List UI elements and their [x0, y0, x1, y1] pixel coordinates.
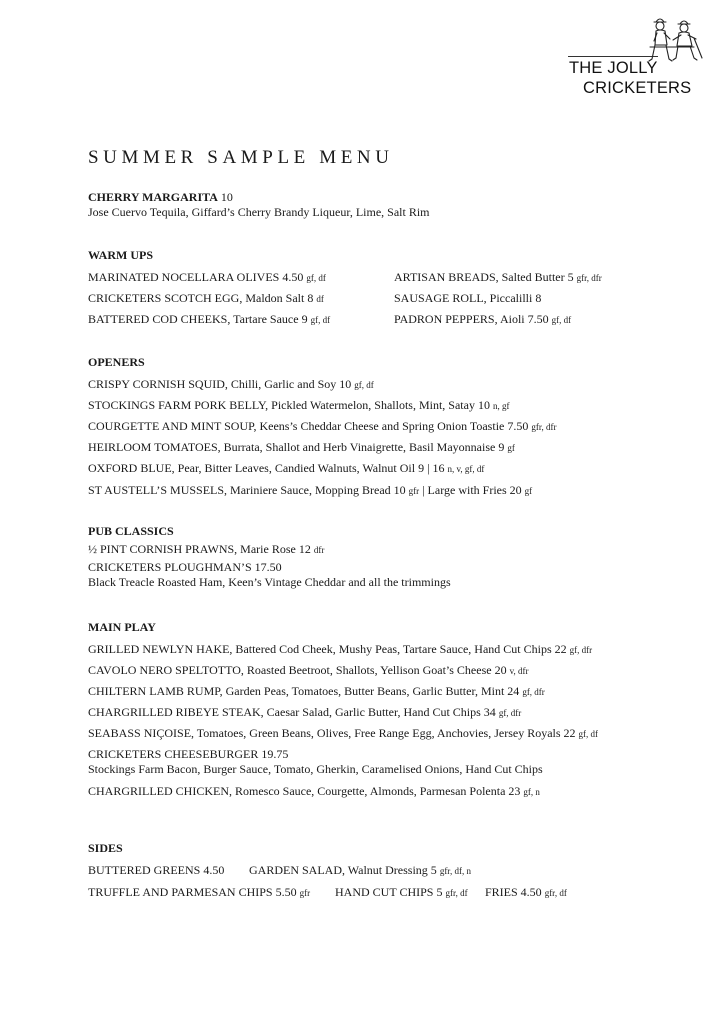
- section-heading-warm-ups: WARM UPS: [88, 248, 153, 262]
- item-text: STOCKINGS FARM PORK BELLY, Pickled Watermelon, Shallots, Mint, Satay 10: [88, 398, 490, 412]
- menu-item: [88, 399, 509, 411]
- item-text: ARTISAN BREADS, Salted Butter 5: [394, 270, 574, 284]
- section-heading-main-play: MAIN PLAY: [88, 620, 156, 634]
- item-text: SEABASS NIÇOISE, Tomatoes, Green Beans, Olives, Free Range Egg, Anchovies, Jersey Royals 22: [88, 726, 576, 740]
- dietary-tags: gf: [524, 486, 533, 496]
- item-text: CAVOLO NERO SPELTOTTO, Roasted Beetroot, Shallots, Yellison Goat’s Cheese 20: [88, 663, 507, 677]
- menu-item: [88, 685, 545, 697]
- menu-item: [394, 292, 541, 304]
- dietary-tags: n, v, gf, df: [447, 464, 485, 474]
- dietary-tags: gfr: [408, 486, 420, 496]
- page-title: SUMMER SAMPLE MENU: [88, 147, 394, 168]
- item-text: TRUFFLE AND PARMESAN CHIPS 5.50: [88, 885, 297, 899]
- dietary-tags: dfr: [313, 545, 325, 555]
- menu-item: [394, 313, 571, 325]
- dietary-tags: gf, df: [310, 315, 331, 325]
- dietary-tags: gf, dfr: [498, 708, 522, 718]
- dietary-tags: gf, df: [354, 380, 374, 390]
- item-text: FRIES 4.50: [485, 885, 542, 899]
- menu-item: [88, 727, 598, 739]
- item-text: GARDEN SALAD, Walnut Dressing 5: [249, 863, 437, 877]
- item-text: COURGETTE AND MINT SOUP, Keens’s Cheddar Cheese and Spring Onion Toastie 7.50: [88, 419, 529, 433]
- dietary-tags: df: [316, 294, 324, 304]
- item-text: PADRON PEPPERS, Aioli 7.50: [394, 312, 549, 326]
- menu-item-title: CRICKETERS CHEESEBURGER 19.75: [88, 747, 289, 761]
- dietary-tags: gfr, dfr: [576, 273, 602, 283]
- dietary-tags: gfr, df, n: [439, 866, 471, 876]
- item-text: HAND CUT CHIPS 5: [335, 885, 443, 899]
- cricketers-illustration-icon: [648, 14, 706, 80]
- item-text: OXFORD BLUE, Pear, Bitter Leaves, Candied Walnuts, Walnut Oil 9 | 16: [88, 461, 445, 475]
- dietary-tags: gfr, df: [544, 888, 567, 898]
- dietary-tags: gf: [507, 443, 515, 453]
- menu-item: [88, 643, 592, 655]
- menu-item: [88, 271, 326, 283]
- menu-item: [88, 864, 224, 876]
- menu-item-description: Black Treacle Roasted Ham, Keen’s Vintage Cheddar and all the trimmings: [88, 575, 451, 589]
- dietary-tags: v, dfr: [509, 666, 529, 676]
- menu-item: [249, 864, 471, 876]
- menu-item-title: CRICKETERS PLOUGHMAN’S 17.50: [88, 560, 282, 574]
- item-text: HEIRLOOM TOMATOES, Burrata, Shallot and Herb Vinaigrette, Basil Mayonnaise 9: [88, 440, 505, 454]
- cocktail-description: Jose Cuervo Tequila, Giffard’s Cherry Brandy Liqueur, Lime, Salt Rim: [88, 205, 430, 219]
- menu-item: [88, 484, 532, 496]
- menu-item: [88, 292, 324, 304]
- logo-line-1: THE JOLLY: [569, 59, 658, 77]
- item-text: CRICKETERS SCOTCH EGG, Maldon Salt 8: [88, 291, 314, 305]
- menu-item: [88, 462, 484, 474]
- dietary-tags: gfr, df: [445, 888, 468, 898]
- item-text: BATTERED COD CHEEKS, Tartare Sauce 9: [88, 312, 308, 326]
- menu-item: [88, 886, 310, 898]
- cocktail-name: CHERRY MARGARITA: [88, 190, 218, 204]
- dietary-tags: gf, df: [306, 273, 326, 283]
- item-text: BUTTERED GREENS 4.50: [88, 863, 225, 877]
- menu-item: [485, 886, 567, 898]
- dietary-tags: gfr: [299, 888, 311, 898]
- dietary-tags: gf, dfr: [569, 645, 593, 655]
- item-text: CHARGRILLED RIBEYE STEAK, Caesar Salad, Garlic Butter, Hand Cut Chips 34: [88, 705, 496, 719]
- menu-item: [88, 664, 529, 676]
- cocktail-title: [88, 191, 233, 203]
- menu-item-description: Stockings Farm Bacon, Burger Sauce, Tomato, Gherkin, Caramelised Onions, Hand Cut Chips: [88, 762, 543, 776]
- dietary-tags: gf, dfr: [522, 687, 545, 697]
- item-text: CHARGRILLED CHICKEN, Romesco Sauce, Courgette, Almonds, Parmesan Polenta 23: [88, 784, 521, 798]
- dietary-tags: gfr, dfr: [531, 422, 557, 432]
- item-extra: | Large with Fries 20: [422, 483, 522, 497]
- menu-item: [88, 543, 324, 555]
- section-heading-pub-classics: PUB CLASSICS: [88, 524, 174, 538]
- item-text: ½ PINT CORNISH PRAWNS, Marie Rose 12: [88, 542, 311, 556]
- menu-item: [88, 785, 540, 797]
- menu-item: [88, 378, 374, 390]
- item-text: MARINATED NOCELLARA OLIVES 4.50: [88, 270, 304, 284]
- dietary-tags: gf, n: [523, 787, 540, 797]
- item-text: ST AUSTELL’S MUSSELS, Mariniere Sauce, Mopping Bread 10: [88, 483, 406, 497]
- menu-item: [88, 420, 557, 432]
- menu-item: [88, 441, 515, 453]
- dietary-tags: n, gf: [492, 401, 510, 411]
- menu-item: [88, 706, 521, 718]
- section-heading-sides: SIDES: [88, 841, 123, 855]
- menu-item: [394, 271, 602, 283]
- menu-item: [335, 886, 468, 898]
- item-text: GRILLED NEWLYN HAKE, Battered Cod Cheek, Mushy Peas, Tartare Sauce, Hand Cut Chips 22: [88, 642, 567, 656]
- logo-rule: [568, 56, 658, 57]
- logo-line-2: CRICKETERS: [583, 79, 692, 97]
- item-text: CHILTERN LAMB RUMP, Garden Peas, Tomatoes, Butter Beans, Garlic Butter, Mint 24: [88, 684, 520, 698]
- item-text: SAUSAGE ROLL, Piccalilli 8: [394, 291, 542, 305]
- cocktail-price: 10: [220, 190, 233, 204]
- dietary-tags: gf, df: [551, 315, 572, 325]
- section-heading-openers: OPENERS: [88, 355, 145, 369]
- dietary-tags: gf, df: [578, 729, 599, 739]
- item-text: CRISPY CORNISH SQUID, Chilli, Garlic and Soy 10: [88, 377, 352, 391]
- menu-item: [88, 313, 330, 325]
